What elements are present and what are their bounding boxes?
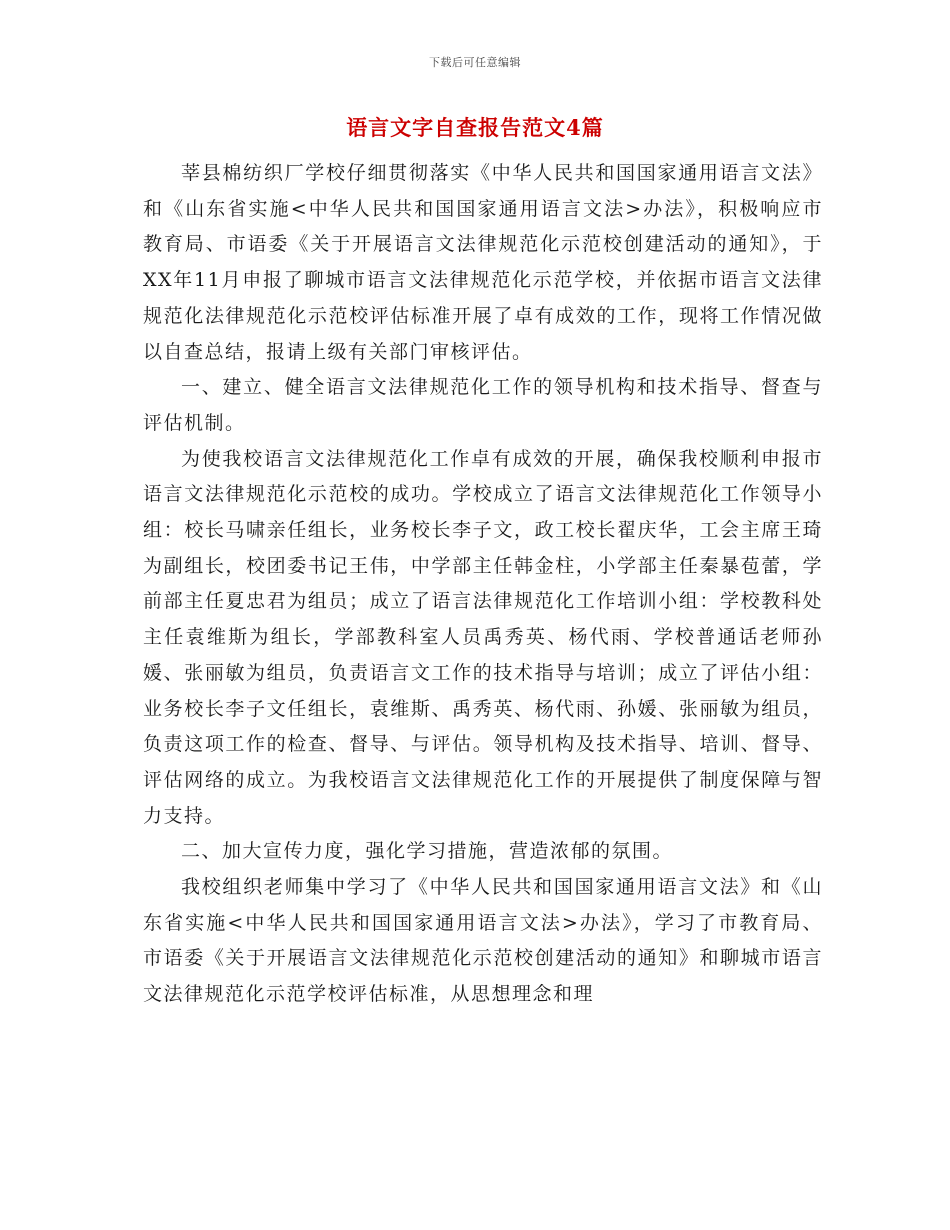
document-title: 语言文字自查报告范文4篇 [346,115,604,140]
section-heading-2: 二、加大宣传力度，强化学习措施，营造浓郁的氛围。 [181,840,674,863]
paragraph-study: 我校组织老师集中学习了《中华人民共和国国家通用语言文法》和《山东省实施<中华人民共和国国家通用语言文法>办法》，学习了市教育局、市语委《关于开展语言文法律规范化示范校创建活动的通知》和聊城市语言文法律规范化示范学校评估标准，从思想理念和理 [143,876,823,1006]
header-note: 下载后可任意编辑 [429,56,521,69]
paragraph-intro: 莘县棉纺织厂学校仔细贯彻落实《中华人民共和国国家通用语言文法》和《山东省实施<中华人民共和国国家通用语言文法>办法》，积极响应市教育局、市语委《关于开展语言文法律规范化示范校创建活动的通知》，于XX年11月申报了聊城市语言文法律规范化示范学校，并依据市语言文法律规范化法律规范化示范校评估标准开展了卓有成效的工作，现将工作情况做以自查总结，报请上级有关部门审核评估。 [143,162,823,363]
document-body [143,156,823,1013]
paragraph-organization: 为使我校语言文法律规范化工作卓有成效的开展，确保我校顺利申报市语言文法律规范化示范校的成功。学校成立了语言文法律规范化工作领导小组：校长马啸亲任组长，业务校长李子文，政工校长翟庆华，工会主席王琦为副组长，校团委书记王伟，中学部主任韩金柱，小学部主任秦暴苞蕾，学前部主任夏忠君为组员；成立了语言法律规范化工作培训小组：学校教科处主任袁维斯为组长，学部教科室人员禹秀英、杨代雨、学校普通话老师孙媛、张丽敏为组员，负责语言文工作的技术指导与培训；成立了评估小组：业务校长李子文任组长，袁维斯、禹秀英、杨代雨、孙媛、张丽敏为组员，负责这项工作的检查、督导、与评估。领导机构及技术指导、培训、督导、评估网络的成立。为我校语言文法律规范化工作的开展提供了制度保障与智力支持。 [143,447,823,827]
section-heading-1: 一、建立、健全语言文法律规范化工作的领导机构和技术指导、督查与评估机制。 [143,376,823,434]
